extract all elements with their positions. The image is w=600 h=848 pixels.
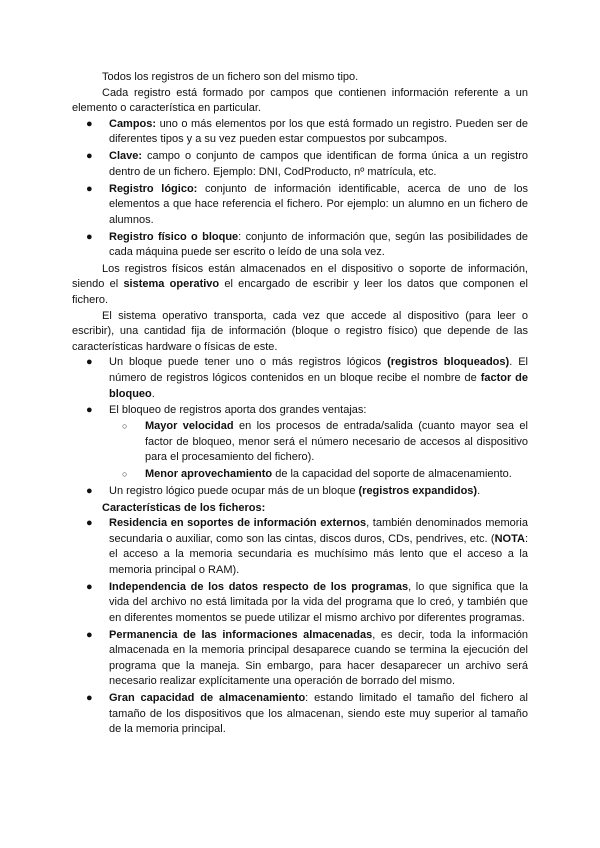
- bold-term: NOTA: [494, 532, 525, 545]
- block-item-registros-expandidos: [72, 484, 528, 500]
- paragraph-registros-fisicos: [72, 262, 528, 309]
- definition-text: conjunto de información identificable, acerca de uno de los elementos a que hace referencia el fichero. Por ejemplo: un alumno en un fichero de alumnos.: [109, 182, 528, 226]
- definition-text: uno o más elementos por los que está formado un registro. Pueden ser de diferentes tipos y a su vez pueden estar compuestos por subcampos.: [109, 117, 528, 146]
- definition-item-registro-logico: [72, 182, 528, 229]
- section-heading: Características de los ficheros:: [102, 501, 266, 514]
- characteristics-list: [72, 516, 528, 738]
- text-run: Un registro lógico puede ocupar más de un bloque: [109, 484, 359, 497]
- bullet-icon: ●: [86, 628, 93, 641]
- text-run: en los procesos de entrada/salida (cuanto mayor sea el factor de bloqueo, menor será el número necesario de accesos al dispositivo para el procesamiento del fichero).: [145, 420, 528, 464]
- circle-bullet-icon: ○: [122, 468, 128, 479]
- definition-text: campo o conjunto de campos que identifican de forma única a un registro dentro de un fichero. Ejemplo: DNI, CodProducto, nº matrícula, etc.: [109, 150, 528, 178]
- bold-term: factor de bloqueo: [109, 372, 528, 400]
- bold-term: Mayor velocidad: [145, 420, 234, 432]
- text-run: El bloqueo de registros aporta dos grandes ventajas:: [109, 404, 367, 417]
- circle-bullet-icon: ○: [122, 421, 128, 431]
- definition-item-clave: [72, 149, 528, 180]
- text-run: , lo que significa que la vida del archivo no está limitada por la vida del programa que lo creó, y también que en diferentes momentos se puede utilizar el mismo archivo por diferentes programas.: [109, 580, 528, 624]
- block-item-ventajas: [72, 403, 528, 482]
- advantages-list: [109, 419, 528, 483]
- bold-term: (registros bloqueados): [387, 356, 510, 369]
- text-run: , es decir, toda la información almacenada en la memoria principal desaparece cuando se termina la ejecución del programa que la maneja. Sin embargo, para hacer desaparecer un archivo será necesario realizar explícitamente una operación de borrado del mismo.: [109, 628, 529, 688]
- definition-item-campos: [72, 117, 528, 148]
- advantage-item-aprovechamiento: [109, 467, 528, 483]
- bullet-icon: ●: [86, 580, 93, 593]
- text-run: .: [151, 387, 155, 400]
- bold-term: Permanencia de las informaciones almacenadas: [109, 628, 373, 641]
- bold-term: Gran capacidad de almacenamiento: [109, 692, 306, 705]
- block-list: [72, 355, 528, 499]
- bold-term: (registros expandidos): [358, 484, 478, 497]
- bold-term: Menor aprovechamiento: [145, 467, 273, 480]
- text-run: .: [477, 484, 481, 497]
- characteristic-item-permanencia: [72, 628, 528, 690]
- characteristic-item-residencia: [72, 516, 528, 578]
- definition-term: Registro lógico:: [109, 182, 198, 195]
- paragraph-sistema-operativo: El sistema operativo transporta, cada vez que accede al dispositivo (para leer o escribir), una cantidad fija de información (bloque o registro físico) que depende de las características hardware o físicas de este.: [72, 309, 528, 353]
- bullet-icon: ●: [86, 484, 93, 497]
- bullet-icon: ●: [86, 404, 93, 417]
- text-run: , también denominados memoria secundaria o auxiliar, como son las cintas, discos duros, CDs, pendrives, etc. (: [109, 517, 528, 545]
- bullet-icon: ●: [86, 182, 93, 195]
- definition-term: Campos:: [109, 117, 157, 130]
- definitions-list: [72, 117, 528, 261]
- bullet-icon: ●: [86, 150, 93, 163]
- intro-paragraph-1: Todos los registros de un fichero son del mismo tipo.: [102, 71, 359, 83]
- bullet-icon: ●: [86, 356, 93, 369]
- bullet-icon: ●: [86, 692, 93, 705]
- definition-item-registro-fisico: [72, 230, 528, 261]
- characteristic-item-independencia: [72, 580, 528, 627]
- characteristic-item-capacidad: [72, 691, 528, 738]
- text-run: : estando limitado el tamaño del fichero al tamaño de los dispositivos que los almacenan, siendo este muy superior al tamaño de la memoria principal.: [109, 692, 528, 736]
- text-run: de la capacidad del soporte de almacenamiento.: [272, 467, 512, 480]
- bold-term: sistema operativo: [123, 278, 220, 291]
- text-run: el encargado de escribir y leer los datos que componen el fichero.: [72, 278, 528, 307]
- definition-text: : conjunto de información que, según las posibilidades de cada máquina puede ser escrito o leído de una sola vez.: [109, 230, 528, 259]
- intro-paragraph-2: Cada registro está formado por campos que contienen información referente a un elemento o característica en particular.: [72, 86, 528, 115]
- text-run: Los registros físicos están almacenados en el dispositivo o soporte de información, siendo el: [72, 262, 528, 291]
- text-run: : el acceso a la memoria secundaria es muchísimo más lento que el acceso a la memoria principal o RAM).: [109, 532, 528, 576]
- definition-term: Clave:: [109, 150, 143, 163]
- text-run: . El número de registros lógicos contenidos en un bloque recibe el nombre de: [109, 356, 528, 385]
- advantage-item-velocidad: [109, 419, 528, 466]
- definition-term: Registro físico o bloque: [109, 230, 239, 243]
- block-item-registros-bloqueados: [72, 355, 528, 402]
- bullet-icon: ●: [86, 117, 93, 130]
- text-run: Un bloque puede tener uno o más registros lógicos: [109, 356, 388, 369]
- bullet-icon: ●: [86, 230, 93, 243]
- bold-term: Residencia en soportes de información externos: [109, 517, 367, 530]
- bold-term: Independencia de los datos respecto de los programas: [109, 580, 409, 593]
- bullet-icon: ●: [86, 517, 93, 530]
